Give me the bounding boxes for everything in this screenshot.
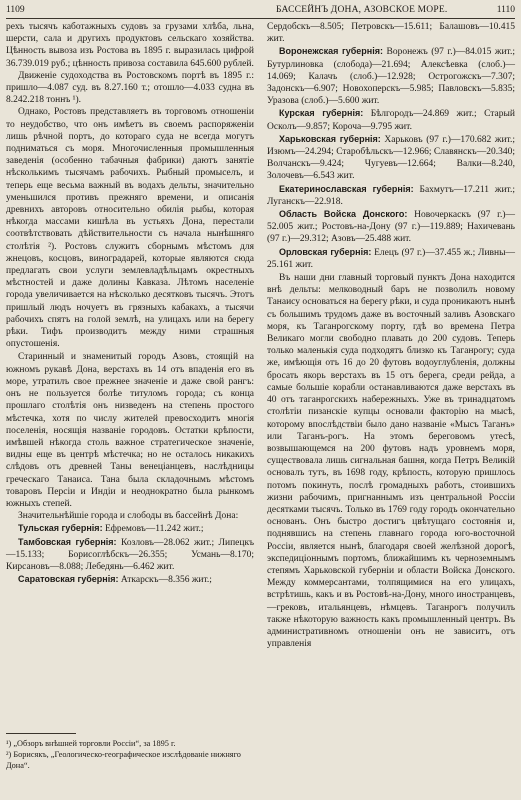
footnote-rule [6, 733, 76, 734]
region-name: Тульская губернія: [18, 523, 103, 534]
footnote: ²) Борисякъ, „Геологическо-географическое изслѣдованіе нижняго Дона“. [6, 750, 241, 770]
paragraph: Движеніе судоходства въ Ростовскомъ портѣ въ 1895 г.: пришло—4.087 суд. въ 8.27.160 т.; отошло—4.033 судна въ 8.242.218 тоннъ ¹). [6, 70, 254, 106]
page-number-left: 1109 [6, 5, 25, 15]
region-towns: Бахмутъ—17.211 жит.; Луганскъ—22.918. [267, 184, 515, 207]
left-column [6, 21, 254, 586]
region-entry [267, 246, 515, 271]
header-rule [6, 18, 515, 19]
region-towns: Бѣлгородъ—24.869 жит.; Старый Осколъ—9.857; Короча—9.795 жит. [267, 109, 515, 132]
region-name: Екатеринославская губернія: [279, 183, 414, 194]
region-towns: Воронежъ (97 г.)—84.015 жит.; Бутурлиновка (слобода)—21.694; Алексѣевка (слоб.)—14.069; Калачъ (слоб.)—12.928; Острогожскъ—7.307; Задонскъ—6.907; Новохоперскъ—5.985; Павловскъ—5.835; Уразова (слоб.)—5.600 жит. [267, 47, 515, 107]
region-name: Воронежская губернія: [279, 46, 383, 57]
right-column [267, 21, 515, 650]
region-towns: Елецъ (97 г.)—37.455 ж.; Ливны—25.161 жит. [267, 247, 516, 270]
region-towns: Аткарскъ—8.356 жит.; [118, 575, 212, 586]
region-entry [267, 133, 515, 183]
running-title: БАССЕЙНЪ ДОНА, АЗОВСКОЕ МОРЕ. [276, 5, 448, 15]
region-name: Курская губернія: [279, 108, 364, 119]
region-entry [267, 208, 515, 246]
paragraph: Въ наши дни главный торговый пунктъ Дона находится внѣ дельты: мелководный баръ не позволилъ новому Танаису основаться на берегу рѣки, и суда проникаютъ нынѣ съ большимъ трудомъ даже въ восточный заливъ Азовскаго моря, къ Таганрогскому порту, гдѣ во времена Петра Великаго могли свободно плавать до 200 судовъ. Теперь только маленькія суда подходятъ близко къ Таганрогу; суда же, имѣющія отъ 16 до 20 футовъ водоуглубленія, должны бросать якорь верстахъ въ 15 отъ берега, среди рейда, а самые большіе корабли останавливаются даже верстахъ въ 40 отъ таганрогскихъ набережныхъ. Уже въ тринадцатомъ столѣтіи пизанскіе купцы основали факторію на мысѣ, которому впослѣдствіи было дано названіе «Мысъ Таганъ» или Таганъ-рогъ. На этомъ береговомъ утесѣ, возвышающемся на 200 футовъ надъ уровнемъ моря, существовала лишь сигнальная башня, когда Петръ Великій основалъ тутъ, въ 1698 году, крѣпость, которую пришлось потомъ покинуть, послѣ громадныхъ работъ, стоившихъ жизни рабочимъ, пригнаннымъ изъ центральной Россіи десятками тысячъ. Только въ 1769 году городъ окончательно основанъ. Онъ быстро достигъ цвѣтущаго состоянія и, поднявшись на степень главнаго города юго-восточной Россіи, является нынѣ, благодаря своей желѣзной дорогѣ, экспедиціоннымъ портомъ, ближайшимъ къ черноземнымъ степямъ Харьковской губерніи и области Войска Донского. Между коммерсантами, толпящимися на его улицахъ, встрѣтишь, какъ и въ Ростовѣ-на-Дону, много иностранцевъ,—грековъ, итальянцевъ, нѣмцевъ. Таганрогъ получилъ также нѣкоторую важность какъ промышленный центръ. Въ административномъ отношеніи онъ не зависитъ, отъ управленія [267, 273, 515, 650]
region-towns: Ефремовъ—11.242 жит.; [102, 524, 204, 535]
region-entry [267, 183, 515, 208]
paragraph: Значительнѣйшіе города и слободы въ бассейнѣ Дона: [18, 511, 239, 522]
region-name: Харьковская губернія: [279, 133, 381, 144]
region-name: Орловская губернія: [279, 246, 372, 257]
paragraph: Однако, Ростовъ представляетъ въ торговомъ отношеніи то неудобство, что онъ имѣетъ въ своемъ распоряженіи лишь рѣчной портъ, до котораго суда не всегда могутъ подниматься съ моря. Многочисленныя промышленныя заведенія (особенно табачныя фабрики) даютъ занятіе нѣсколькимъ тысячамъ рабочихъ. Рыбный промыселъ, и теперь еще весьма важный въ водахъ дельты, значительно уменьшился противъ прежняго времени, и описанія древнихъ авторовъ относительно обилія рыбы, которая нѣкогда массами кишѣла въ устьяхъ Дона, перестали соотвѣтствовать дѣйствительности съ начала нынѣшняго столѣтія ²). Ростовъ служитъ сборнымъ мѣстомъ для жнецовъ, косцовъ, виноградарей, которые являются сюда предлагать свои услуги землевладѣльцамъ окрестныхъ мѣстностей и даже долины Кавказа. Лѣтомъ населеніе города увеличивается на нѣсколько десятковъ тысячъ. Этотъ пришлый людъ ночуетъ въ грязныхъ кабакахъ, а тысячи рабочихъ спятъ на голой землѣ, на улицахъ или на берегу рѣки. Тифъ производитъ между ними страшныя опустошенія. [6, 107, 254, 350]
region-towns: Харьковъ (97 г.)—170.682 жит.; Изюмъ—24.294; Старобѣльскъ—12.966; Славянскъ—20.340; Волчанскъ—9.424; Чугуевъ—12.664; Валки—8.240, Золочевъ—6.543 жит. [267, 134, 515, 182]
page-number-right: 1110 [496, 5, 515, 15]
region-towns: Новочеркаскъ (97 г.)—52.005 жит.; Ростовъ-на-Дону (97 г.)—119.889; Нахичевань (97 г.)—29.312; Азовъ—25.488 жит. [267, 210, 515, 245]
region-entry [6, 573, 254, 586]
region-entry [6, 522, 254, 535]
footnotes [6, 738, 254, 771]
region-entry [267, 45, 515, 107]
paragraph: Старинный и знаменитый городъ Азовъ, стоящій на южномъ рукавѣ Дона, верстахъ въ 14 отъ впаденія его въ море, утратилъ свое прежнее значеніе и даже свой рангъ: онъ не пользуется болѣе титуломъ города; съ конца прошлаго столѣтія онъ низведенъ на степень простого мѣстечка, хотя по числу жителей превосходитъ многія поселенія, носящія названіе городовъ. Остатки крѣпости, имѣвшей нѣкогда столь важное стратегическое значеніе, видны еще въ центрѣ мѣстечка; но не осталось никакихъ слѣдовъ отъ древней Таны венеціанцевъ, наслѣдницы греческаго Танаиса. Тана была складочнымъ мѣстомъ товаровъ Персіи и Индіи и неоднократно была рынкомъ южныхъ степей. [6, 352, 254, 509]
paragraph: Сердобскъ—8.505; Петровскъ—15.611; Балашовъ—10.415 жит. [267, 22, 515, 45]
region-name: Область Войска Донского: [279, 209, 408, 220]
region-entry [267, 107, 515, 132]
region-name: Саратовская губернія: [18, 574, 119, 585]
footnote: ¹) „Обзоръ внѣшней торговли Россіи“, за 1895 г. [6, 739, 176, 748]
region-name: Тамбовская губернія: [18, 536, 117, 547]
running-header [6, 3, 515, 17]
region-entry [6, 536, 254, 574]
paragraph: рехъ тысячъ каботажныхъ судовъ за грузами хлѣба, льна, шерсти, сала и другихъ продуктовъ сельскаго хозяйства. Цѣнность вывоза изъ Ростова въ 1895 г. выразилась цифрой 36.739.019 руб.; цѣнность привоза составила 645.600 рублей. [6, 22, 254, 69]
region-towns: Козловъ—28.062 жит.; Липецкъ—15.133; Борисоглѣбскъ—26.355; Усмань—8.170; Кирсановъ—8.088; Лебедянь—6.462 жит. [6, 537, 254, 572]
